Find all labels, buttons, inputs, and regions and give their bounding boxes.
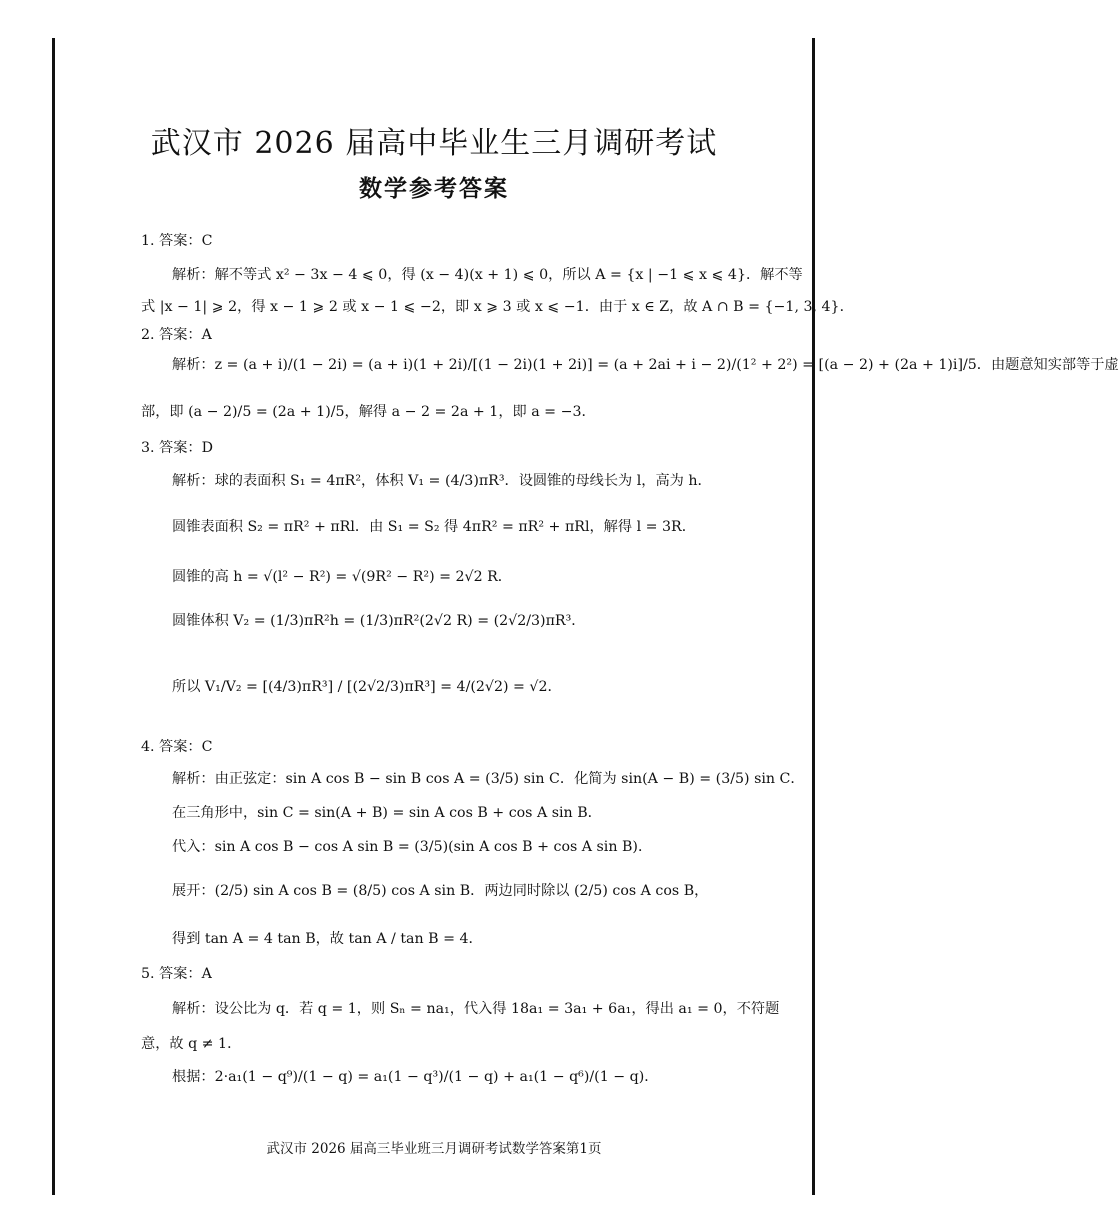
answer-line: 得到 tan A = 4 tan B，故 tan A / tan B = 4． (172, 931, 483, 947)
answer-line: 圆锥的高 h = √(l² − R²) = √(9R² − R²) = 2√2 R． (172, 569, 512, 585)
answer-line: 4. 答案：C (141, 739, 213, 755)
left-border-line (52, 38, 55, 1195)
answer-line: 5. 答案：A (141, 966, 212, 982)
page-subtitle: 数学参考答案 (359, 175, 509, 202)
answer-line: 解析：由正弦定：sin A cos B − sin B cos A = (3/5) sin C．化简为 sin(A − B) = (3/5) sin C． (172, 771, 805, 787)
page-title: 武汉市 2026 届高中毕业生三月调研考试 (150, 126, 718, 161)
answer-line: 2. 答案：A (141, 327, 212, 343)
answer-line: 部，即 (a − 2)/5 = (2a + 1)/5，解得 a − 2 = 2a + 1，即 a = −3． (141, 404, 596, 420)
answer-line: 圆锥表面积 S₂ = πR² + πRl．由 S₁ = S₂ 得 4πR² = πR² + πRl，解得 l = 3R． (172, 519, 696, 535)
answer-line: 在三角形中，sin C = sin(A + B) = sin A cos B + cos A sin B． (172, 805, 602, 821)
answer-line: 解析：解不等式 x² − 3x − 4 ⩽ 0，得 (x − 4)(x + 1) ⩽ 0，所以 A = {x | −1 ⩽ x ⩽ 4}．解不等 (172, 267, 803, 283)
answer-line: 式 |x − 1| ⩾ 2，得 x − 1 ⩾ 2 或 x − 1 ⩽ −2，即 x ⩾ 3 或 x ⩽ −1．由于 x ∈ Z，故 A ∩ B = {−1, 3, 4}． (141, 299, 854, 315)
answer-line: 代入：sin A cos B − cos A sin B = (3/5)(sin A cos B + cos A sin B)． (172, 839, 653, 855)
answer-line: 解析：设公比为 q．若 q = 1，则 Sₙ = na₁，代入得 18a₁ = 3a₁ + 6a₁，得出 a₁ = 0，不符题 (172, 1001, 780, 1017)
right-border-line (812, 38, 815, 1195)
answer-line: 1. 答案：C (141, 233, 213, 249)
answer-line: 意，故 q ≠ 1． (141, 1036, 242, 1052)
answer-line: 根据：2·a₁(1 − q⁹)/(1 − q) = a₁(1 − q³)/(1 − q) + a₁(1 − q⁶)/(1 − q)． (172, 1069, 659, 1085)
answer-line: 解析：z = (a + i)/(1 − 2i) = (a + i)(1 + 2i)/[(1 − 2i)(1 + 2i)] = (a + 2ai + i − 2)/(1² + 2²) = [(a − 2) + (2a + 1)i]/5．由题意知实部等于虚 (172, 357, 1119, 373)
page-footer: 武汉市 2026 届高三毕业班三月调研考试数学答案第1页 (266, 1141, 602, 1157)
answer-line: 圆锥体积 V₂ = (1/3)πR²h = (1/3)πR²(2√2 R) = (2√2/3)πR³． (172, 613, 586, 629)
answer-line: 所以 V₁/V₂ = [(4/3)πR³] / [(2√2/3)πR³] = 4/(2√2) = √2． (172, 679, 562, 695)
answer-line: 解析：球的表面积 S₁ = 4πR²，体积 V₁ = (4/3)πR³．设圆锥的母线长为 l，高为 h． (172, 473, 712, 489)
answer-line: 3. 答案：D (141, 440, 213, 456)
answer-line: 展开：(2/5) sin A cos B = (8/5) cos A sin B．两边同时除以 (2/5) cos A cos B， (172, 883, 709, 899)
